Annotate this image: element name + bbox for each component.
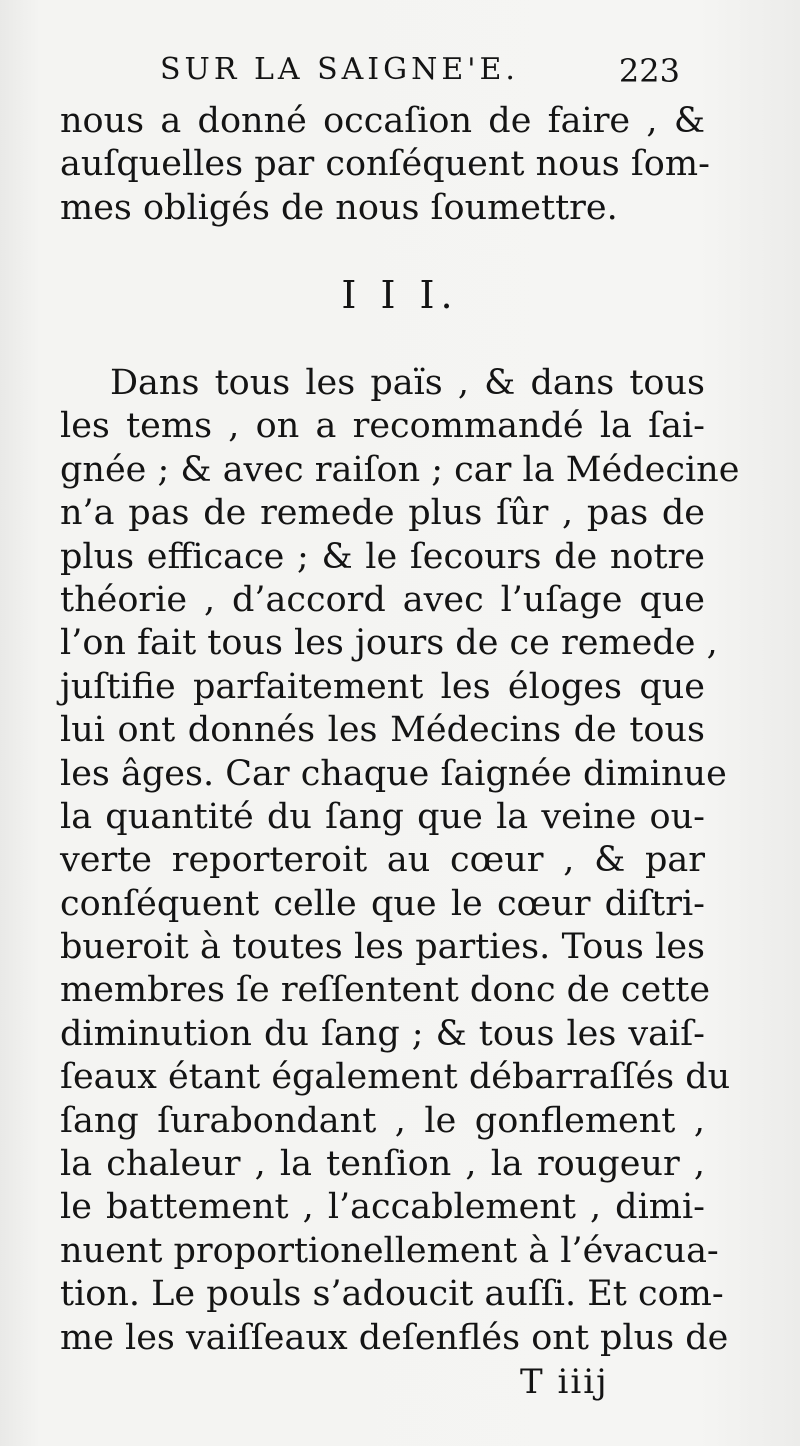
page-header	[160, 52, 680, 96]
text-line: le battement , l’accablement , dimi-	[60, 1187, 705, 1228]
text-line: conſéquent celle que le cœur diſtri-	[60, 883, 705, 924]
text-line: plus efficace ; & le ſecours de notre	[60, 536, 705, 577]
text-line: gnée ; & avec raiſon ; car la Médecine	[60, 449, 740, 490]
text-line: me les vaiſſeaux deſenflés ont plus de	[60, 1317, 729, 1358]
text-line: théorie , d’accord avec l’uſage que	[60, 579, 705, 620]
text-line: Dans tous les païs , & dans tous	[110, 363, 705, 403]
text-line: la quantité du ſang que la veine ou-	[60, 796, 705, 837]
text-line: les âges. Car chaque ſaignée diminue	[60, 753, 727, 794]
text-line: membres ſe reſſentent donc de cette	[60, 970, 711, 1011]
running-title: SUR LA SAIGNE'E.	[160, 52, 519, 87]
text-line: diminution du ſang ; & tous les vaiſ-	[60, 1013, 705, 1054]
text-line: tion. Le pouls s’adoucit auſſi. Et com-	[60, 1274, 724, 1315]
text-line: ſang ſurabondant , le gonflement ,	[60, 1100, 705, 1141]
page-number: 223	[618, 52, 680, 90]
text-line: verte reporteroit au cœur , & par	[60, 840, 705, 881]
continued-paragraph	[60, 100, 710, 230]
text-line: nous a donné occaſion de faire , &	[60, 101, 705, 141]
section-number: I I I.	[341, 273, 459, 317]
text-line: n’a pas de remede plus ſûr , pas de	[60, 493, 705, 534]
text-line: l’on fait tous les jours de ce remede ,	[60, 623, 718, 664]
text-line: lui ont donnés les Médecins de tous	[60, 710, 705, 751]
text-line: ſeaux étant également débarraſſés du	[60, 1057, 731, 1098]
text-line: juſtifie parfaitement les éloges que	[60, 666, 705, 707]
text-line: mes obligés de nous ſoumettre.	[60, 187, 618, 228]
text-line: nuent proportionellement à l’évacua-	[60, 1230, 719, 1271]
main-paragraph	[60, 362, 740, 1360]
text-line: les tems , on a recommandé la ſai-	[60, 406, 705, 447]
signature-mark: T iiij	[520, 1362, 609, 1402]
text-line: auſquelles par conſéquent nous ſom-	[60, 144, 710, 185]
text-line: la chaleur , la tenſion , la rougeur ,	[60, 1144, 705, 1185]
text-line: bueroit à toutes les parties. Tous les	[60, 927, 705, 968]
